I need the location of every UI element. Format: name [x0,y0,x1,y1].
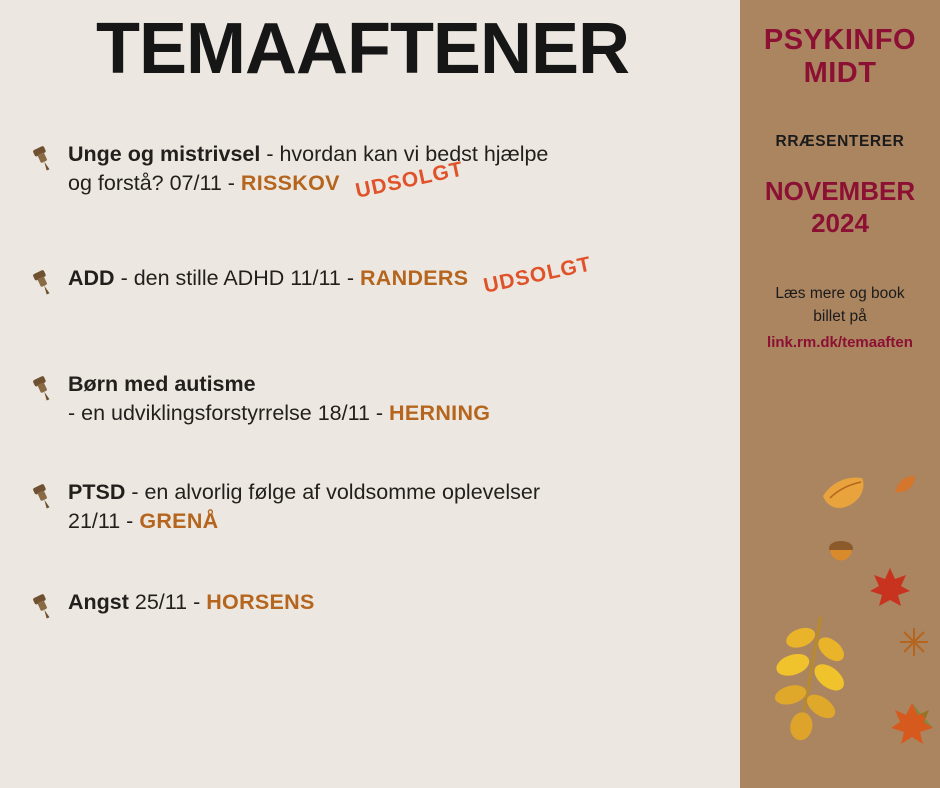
event-title: ADD [68,266,115,291]
acorn-icon [826,538,856,577]
maple-leaf-icon [888,700,936,753]
pushpin-icon [28,144,58,174]
booking-link[interactable]: link.rm.dk/temaaften [767,334,913,352]
pushpin-icon [28,268,58,298]
event-list [0,140,740,688]
event-city: RISSKOV [240,171,340,196]
date-block [740,175,940,240]
event-city: HORSENS [206,590,315,615]
event-desc-line1: - hvordan kan vi bedst hjælpe [260,142,549,166]
event-text [68,478,740,536]
month-label: NOVEMBER [764,175,916,206]
status-badge: UDSOLGT [481,252,594,299]
ash-leaf-icon [764,612,856,747]
event-desc-line2: og forstå? 07/11 - [68,171,241,196]
list-item [0,478,740,536]
event-desc-line1: - en alvorlig følge af voldsomme oplevelser [125,480,540,505]
pushpin-icon [28,592,58,622]
event-desc-line2: 21/11 - [68,509,140,534]
status-badge: UDSOLGT [353,157,466,203]
presents-label: RRÆSENTERER [775,132,905,150]
brand-line-2: MIDT [803,57,877,90]
event-city: GRENÅ [139,509,219,534]
booking-line-2: billet på [813,307,867,325]
event-title: Unge og mistrivsel [68,142,261,166]
booking-line-1: Læs mere og book [775,284,905,302]
brand-name [740,24,940,91]
pushpin-icon [28,482,58,512]
list-item [0,252,740,316]
list-item [0,140,740,203]
booking-info [740,282,940,355]
maple-leaf-icon [868,566,912,615]
event-text [68,370,740,428]
event-text [68,140,740,203]
list-item [0,588,740,640]
page-title: TEMAAFTENER [96,9,629,89]
event-city: HERNING [389,401,491,426]
event-desc-line1: - den stille ADHD 11/11 - [114,266,360,291]
pushpin-icon [28,374,58,404]
event-text [68,252,740,299]
poster-sidebar [740,0,940,788]
event-desc-line1: 25/11 - [128,590,207,615]
event-title: Angst [68,590,129,615]
seed-pod-icon [896,624,932,665]
maple-leaf-icon [818,470,874,519]
event-text [68,588,740,617]
event-desc-line2: - en udviklingsforstyrrelse 18/11 - [68,401,390,426]
brand-line-1: PSYKINFO [763,24,917,56]
year-label: 2024 [811,208,869,239]
event-city: RANDERS [359,266,469,291]
event-title: PTSD [68,480,126,505]
event-title: Børn med autisme [68,372,256,397]
leaf-icon [892,472,918,503]
list-item [0,370,740,428]
